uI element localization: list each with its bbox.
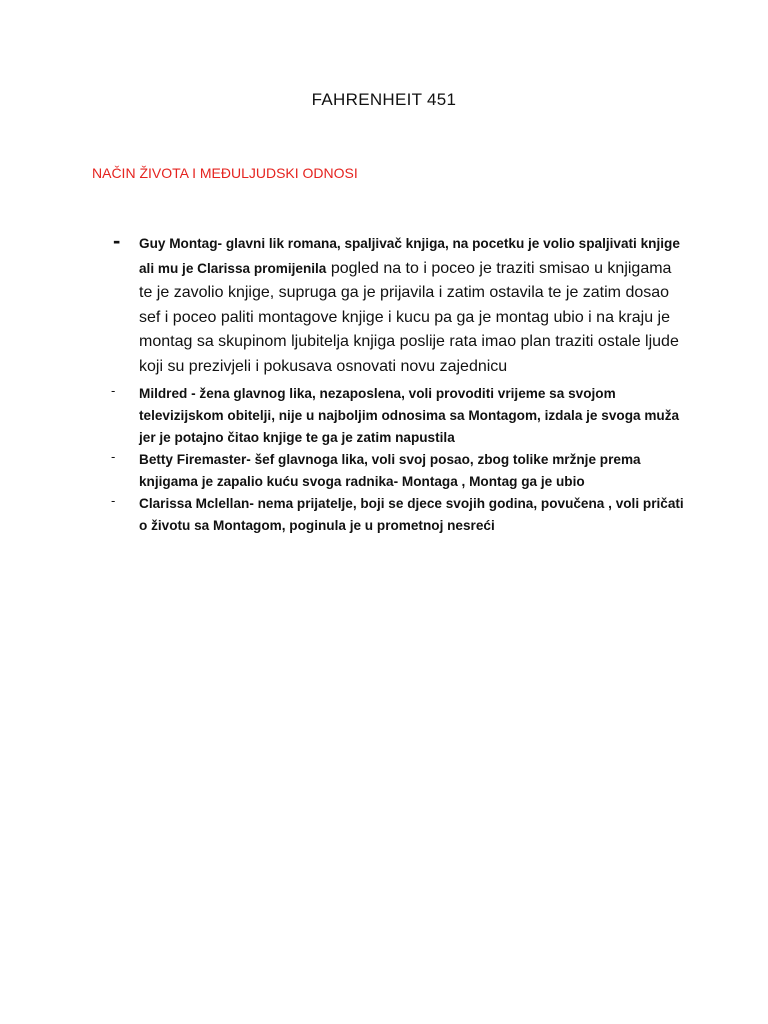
list-item-bold-text: Guy Montag- glavni lik romana, spaljivač knjiga, na pocetku je volio spaljivati knjige ali mu je Clarissa promijenila xyxy=(139,236,680,276)
document-title: FAHRENHEIT 451 xyxy=(311,90,457,109)
character-list xyxy=(111,228,686,537)
list-item-mildred xyxy=(111,383,686,449)
list-item-clarissa-mclellan xyxy=(111,493,686,537)
bullet-dash: - xyxy=(111,493,116,508)
list-item-guy-montag xyxy=(111,228,686,379)
bullet-dash: - xyxy=(113,228,121,253)
list-item-text: Betty Firemaster- šef glavnoga lika, voli svoj posao, zbog tolike mržnje prema knjigama je zapalio kuću svoga radnika- Montaga , Montag ga je ubio xyxy=(139,452,641,489)
bullet-dash: - xyxy=(111,449,116,464)
list-item-betty-firemaster xyxy=(111,449,686,493)
section-heading: NAČIN ŽIVOTA I MEĐULJUDSKI ODNOSI xyxy=(92,165,358,181)
bullet-dash: - xyxy=(111,383,116,398)
list-item-text xyxy=(139,232,686,379)
list-item-text: Mildred - žena glavnog lika, nezaposlena, voli provoditi vrijeme sa svojom televizijskom obitelji, nije u najboljim odnosima sa Montagom, izdala je svoga muža jer je potajno čitao knjige te ga je zatim napustila xyxy=(139,386,680,445)
list-item-regular-text: pogled na to i poceo je traziti smisao u knjigama te je zavolio knjige, supruga ga je prijavila i zatim ostavila te je zatim dosao sef i poceo paliti montagove knjige i kucu pa ga je montag ubio i na kraju je montag sa skupinom ljubitelja knjiga poslije rata imao plan traziti ostale ljude koji su prezivjeli i pokusava osnovati novu zajednicu xyxy=(139,259,679,375)
list-item-text: Clarissa Mclellan- nema prijatelje, boji se djece svojih godina, povučena , voli pričati o životu sa Montagom, poginula je u prometnoj nesreći xyxy=(139,496,684,533)
